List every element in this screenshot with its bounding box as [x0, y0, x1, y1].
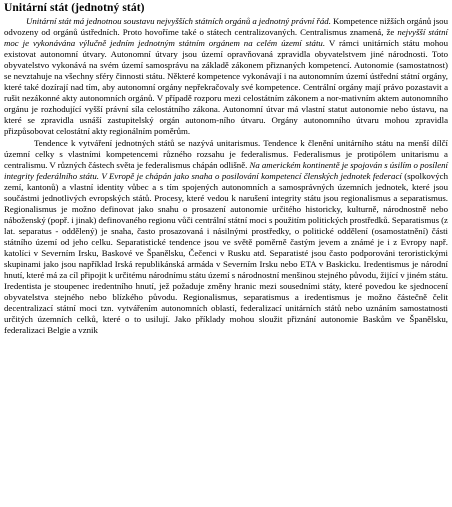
definition-sentence: Unitární stát má jednotnou soustavu nejvyšších státních orgánů a jednotný právní řád.: [26, 16, 331, 26]
paragraph-federalism: [4, 138, 448, 337]
centralism-definition: nejvyšší státní moc je vykonávána výlučně jedním jednotným státním orgánem na celém území státu.: [4, 27, 448, 49]
paragraph-unitary-state: [4, 16, 448, 138]
document-title: Unitární stát (jednotný stát): [4, 2, 145, 14]
paragraph-text: (spolkových zemí, kantonů) a vlastní identity vůbec a s tím spojených autonomních a samosprávných územních jednotek, které jsou součástmi jednotlivých evropských států. Procesy, které vedou k narušení integrity státu jsou regionalismus a separatismus. Regionalismus je možno definovat jako snahu o prosazení autonomie určitého historicky, kulturně, národnostně nebo náboženský (popř. i jinak) definovaného regionu vůči centrální státní moci s použitím politických prostředků. Separatismus (z lat. separatus - oddělený) je snaha, často prosazovaná i násilnými prostředky, o politické oddělení (osamostatnění) části státního území od jeho celku. Separatistické tendence jsou ve světě poměrně častým jevem a známé je i z Evropy např. katolíci v Severním Irsku, Baskové ve Španělsku, Čečenci v Rusku atd. Separatisté jsou často podporováni teroristickými skupinami jako jsou například Irská republikánská armáda v Severním Irsku nebo ETA v Baskicku. Iredentismus je národní hnutí, které má za cíl připojit k určitému národnímu státu území s národnostní menšinou stejného původu, žijící v jiném státu. Iredentista je stoupenec iredentního hnutí, jež požaduje změny hranic mezi sousedními státy, které povedou ke sjednocení obyvatelstva stejného nebo blízkého původu. Regionalismus, separatismus a iredentismus je možno částečně čelit decentralizací státní moci tzn. vytvářením autonomních oblastí, federalizací unitárních států nebo uznáním samostatnosti určitých územních celků, které o to usilují. Jako příklady mohou sloužit přiznání autonomie Baskům ve Španělsku, federalizaci Belgie a vznik: [4, 170, 449, 336]
paragraph-text: Kompetence nižších orgánů jsou odvozeny od orgánů ústředních. Proto hovoříme také o státech centralizovaných. Centralismus znamená, že: [4, 16, 448, 38]
paragraph-text: Tendence k vytváření jednotných států se nazývá unitarismus. Tendence k členění unitárního státu na menší dílčí územní celky s vlastními kompetencemi různého rozsahu je federalismus. Federalismus je protipólem unitarismu a centralismu. V různých částech světa je federalismus chápán odlišně.: [4, 137, 448, 170]
paragraph-text: V rámci unitárních státu mohou existovat autonomní útvary. Autonomní útvary jsou území opravňovaná zpravidla obyvatelstvem jiné národnosti. Toto obyvatelstvo vykonává na svém území samosprávu na základě zákonem přiznaných kompetencí. Autonomie (samostatnost) se nevztahuje na všechny sféry činnosti státu. Některé kompetence vykonávají i na autonomním území ústřední státní orgány, které také dozírají nad tím, aby autonomní orgány nepřekračovaly své kompetence. Centrální orgány mají právo pozastavit a rušit nezákonné akty autonomních orgánů. V případě rozporu mezi celostátním zákonem a nor-mativním aktem autonomního orgánu je rozhodující vyšší právní síla celostátního zákona. Autonomní útvar má vlastní statut autonomie nebo ústavu, na které se zpravidla usnáší zastupitelský orgán autonom-ního útvaru. Orgány autonomního útvaru mohou zpravidla přizpůsobovat celostátní akty regionálním poměrům.: [4, 38, 448, 137]
document-page: [4, 2, 448, 336]
federalism-continents: Na americkém kontinentě je spojován s úsilím o posílení integrity federálního státu. V Evropě je chápán jako snaha o posilování kompetencí členských jednotek federací: [4, 159, 449, 181]
